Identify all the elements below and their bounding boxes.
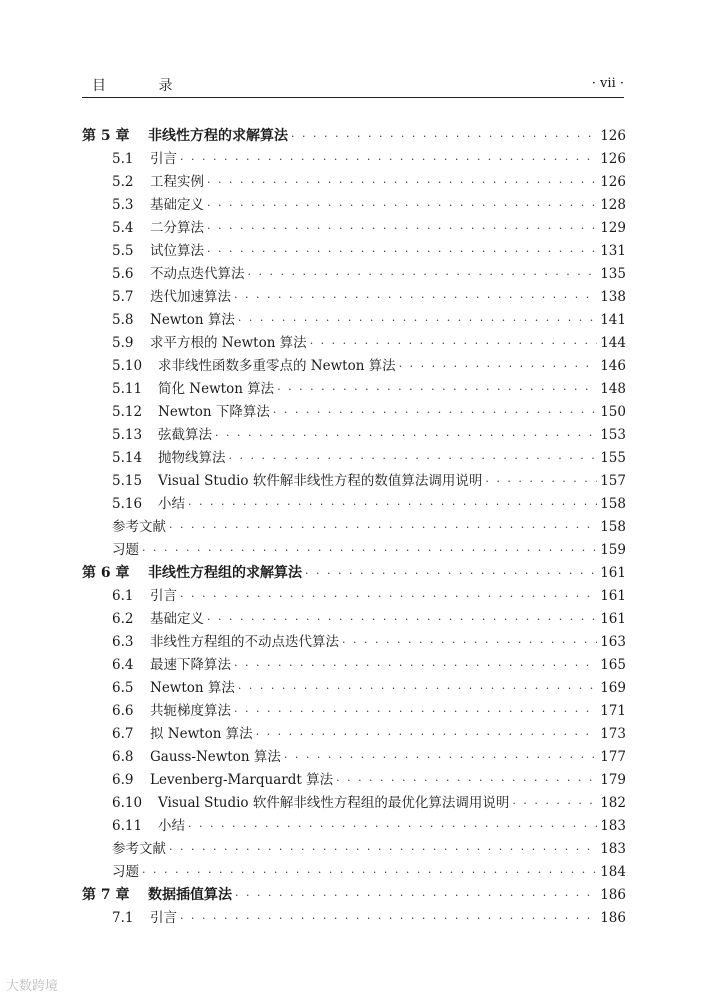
dot-leader	[238, 677, 597, 700]
dot-leader	[512, 792, 597, 815]
toc-entry-number: 6.5	[112, 680, 134, 696]
toc-entry-number: 5.1	[112, 151, 134, 167]
toc-entry-title: 工程实例	[150, 174, 204, 190]
dot-leader	[256, 723, 598, 746]
dot-leader	[169, 516, 597, 539]
toc-entry[interactable]	[82, 585, 626, 608]
toc-entry[interactable]	[82, 539, 626, 562]
dot-leader	[234, 700, 597, 723]
toc-entry[interactable]	[82, 861, 626, 884]
toc-entry-number: 5.9	[112, 335, 134, 351]
dot-leader	[215, 424, 597, 447]
header-page-number: · vii ·	[591, 76, 624, 91]
toc-entry[interactable]	[82, 631, 626, 654]
toc-entry-page: 135	[600, 266, 626, 282]
dot-leader	[238, 309, 597, 332]
toc-entry[interactable]	[82, 746, 626, 769]
toc-entry-title: Gauss-Newton 算法	[150, 749, 281, 765]
dot-leader	[248, 263, 598, 286]
toc-entry-title: 非线性方程的求解算法	[148, 128, 288, 144]
toc-entry-title: 非线性方程组的不动点迭代算法	[150, 634, 339, 650]
toc-entry[interactable]	[82, 309, 626, 332]
toc-entry-title: 最速下降算法	[150, 657, 231, 673]
dot-leader	[180, 585, 597, 608]
toc-entry-number: 5.13	[112, 427, 143, 443]
toc-entry-page: 161	[600, 588, 626, 604]
toc-entry-title: 习题	[112, 542, 139, 558]
toc-entry[interactable]	[82, 815, 626, 838]
toc-entry-number: 6.6	[112, 703, 134, 719]
toc-entry-page: 129	[600, 220, 626, 236]
toc-entry-number: 第 7 章	[82, 887, 130, 903]
toc-entry-page: 171	[600, 703, 626, 719]
toc-entry-title: 基础定义	[150, 197, 204, 213]
dot-leader	[234, 286, 597, 309]
toc-entry-number: 5.15	[112, 473, 143, 489]
dot-leader	[310, 332, 598, 355]
dot-leader	[169, 838, 597, 861]
toc-entry-page: 186	[600, 910, 626, 926]
toc-entry-page: 159	[600, 542, 626, 558]
toc-entry-title: 二分算法	[150, 220, 204, 236]
toc-entry-title: 不动点迭代算法	[150, 266, 245, 282]
toc-entry-title: 数据插值算法	[148, 887, 232, 903]
toc-entry-title: 小结	[158, 496, 185, 512]
toc-entry-title: Newton 算法	[150, 312, 235, 328]
toc-entry[interactable]	[82, 424, 626, 447]
toc-entry[interactable]	[82, 171, 626, 194]
toc-entry-number: 6.10	[112, 795, 143, 811]
dot-leader	[207, 217, 597, 240]
toc-entry-number: 6.11	[112, 818, 143, 834]
toc-entry-title: 引言	[150, 588, 177, 604]
dot-leader	[305, 562, 597, 585]
toc-entry-title: 试位算法	[150, 243, 204, 259]
toc-entry-title: Levenberg-Marquardt 算法	[150, 772, 334, 788]
toc-entry[interactable]	[82, 907, 626, 930]
toc-entry-page: 155	[600, 450, 626, 466]
toc-entry-page: 183	[600, 841, 626, 857]
toc-entry-page: 150	[600, 404, 626, 420]
toc-entry[interactable]	[82, 240, 626, 263]
dot-leader	[399, 355, 598, 378]
toc-entry-title: Newton 下降算法	[158, 404, 270, 420]
dot-leader	[336, 769, 597, 792]
toc-entry-number: 5.3	[112, 197, 134, 213]
toc-entry-page: 148	[600, 381, 626, 397]
toc-entry[interactable]	[82, 769, 626, 792]
toc-entry-number: 5.8	[112, 312, 134, 328]
toc-entry-page: 163	[600, 634, 626, 650]
toc-entry-number: 6.7	[112, 726, 134, 742]
toc-entry-page: 126	[600, 151, 626, 167]
dot-leader	[207, 194, 597, 217]
toc-entry[interactable]	[82, 470, 626, 493]
dot-leader	[142, 861, 597, 884]
toc-entry-number: 5.7	[112, 289, 134, 305]
toc-entry[interactable]	[82, 263, 626, 286]
toc-entry[interactable]	[82, 447, 626, 470]
toc-entry-page: 157	[600, 473, 626, 489]
dot-leader	[284, 746, 597, 769]
dot-leader	[180, 148, 597, 171]
toc-entry-title: 弦截算法	[158, 427, 212, 443]
running-header	[82, 75, 624, 98]
toc-entry-number: 7.1	[112, 910, 134, 926]
toc-entry-page: 141	[600, 312, 626, 328]
toc-entry-page: 165	[600, 657, 626, 673]
header-title: 目 录	[92, 78, 197, 94]
toc-entry[interactable]	[82, 700, 626, 723]
toc-entry-number: 5.2	[112, 174, 134, 190]
toc-entry-number: 6.1	[112, 588, 134, 604]
dot-leader	[291, 125, 597, 148]
toc-entry-title: Newton 算法	[150, 680, 235, 696]
toc-entry-page: 169	[600, 680, 626, 696]
dot-leader	[277, 378, 597, 401]
toc-entry-page: 138	[600, 289, 626, 305]
toc-entry[interactable]	[82, 355, 626, 378]
toc-entry-page: 158	[600, 519, 626, 535]
toc-entry-number: 6.4	[112, 657, 134, 673]
toc-entry-page: 128	[600, 197, 626, 213]
toc-entry[interactable]	[82, 217, 626, 240]
dot-leader	[234, 654, 597, 677]
toc-entry-title: 参考文献	[112, 841, 166, 857]
toc-entry-title: 抛物线算法	[158, 450, 226, 466]
dot-leader	[207, 171, 597, 194]
toc-entry[interactable]	[82, 286, 626, 309]
dot-leader	[235, 884, 597, 907]
toc-entry[interactable]	[82, 838, 626, 861]
toc-entry-page: 177	[600, 749, 626, 765]
toc-entry-number: 5.4	[112, 220, 134, 236]
toc-entry-title: 引言	[150, 910, 177, 926]
toc-entry-title: 求平方根的 Newton 算法	[150, 335, 307, 351]
toc-entry-number: 5.14	[112, 450, 143, 466]
dot-leader	[273, 401, 597, 424]
toc-entry-title: 求非线性函数多重零点的 Newton 算法	[158, 358, 396, 374]
toc-entry-page: 161	[600, 565, 626, 581]
toc-entry[interactable]	[82, 608, 626, 631]
dot-leader	[188, 815, 597, 838]
toc-entry-page: 146	[600, 358, 626, 374]
toc-entry-title: 迭代加速算法	[150, 289, 231, 305]
toc-entry-number: 6.9	[112, 772, 134, 788]
toc-entry-page: 126	[600, 174, 626, 190]
toc-entry-page: 184	[600, 864, 626, 880]
toc-entry[interactable]	[82, 493, 626, 516]
toc-entry-number: 6.2	[112, 611, 134, 627]
toc-entry-title: 非线性方程组的求解算法	[148, 565, 302, 581]
toc-entry-number: 5.5	[112, 243, 134, 259]
toc-entry-number: 5.16	[112, 496, 143, 512]
toc-entry-page: 183	[600, 818, 626, 834]
toc-entry[interactable]	[82, 401, 626, 424]
toc-entry-title: 拟 Newton 算法	[150, 726, 253, 742]
toc-entry-title: Visual Studio 软件解非线性方程的数值算法调用说明	[158, 473, 483, 489]
toc-entry-title: 基础定义	[150, 611, 204, 627]
dot-leader	[207, 608, 597, 631]
toc-entry[interactable]	[82, 148, 626, 171]
dot-leader	[142, 539, 597, 562]
toc-entry-number: 第 6 章	[82, 565, 130, 581]
toc-entry-title: 引言	[150, 151, 177, 167]
toc-entry-title: 简化 Newton 算法	[158, 381, 275, 397]
dot-leader	[207, 240, 597, 263]
toc-entry-page: 161	[600, 611, 626, 627]
dot-leader	[485, 470, 597, 493]
table-of-contents	[82, 125, 626, 930]
toc-entry-page: 173	[600, 726, 626, 742]
toc-entry-title: 共轭梯度算法	[150, 703, 231, 719]
toc-entry[interactable]	[82, 562, 626, 585]
toc-entry-page: 182	[600, 795, 626, 811]
toc-entry-title: 习题	[112, 864, 139, 880]
toc-entry-title: 参考文献	[112, 519, 166, 535]
toc-entry-page: 126	[600, 128, 626, 144]
toc-entry-number: 第 5 章	[82, 128, 130, 144]
toc-entry[interactable]	[82, 378, 626, 401]
toc-entry-page: 144	[600, 335, 626, 351]
dot-leader	[180, 907, 597, 930]
toc-entry[interactable]	[82, 723, 626, 746]
dot-leader	[188, 493, 597, 516]
toc-entry[interactable]	[82, 516, 626, 539]
toc-entry-page: 131	[600, 243, 626, 259]
dot-leader	[342, 631, 597, 654]
toc-entry-title: Visual Studio 软件解非线性方程组的最优化算法调用说明	[158, 795, 510, 811]
toc-entry-number: 5.10	[112, 358, 143, 374]
toc-entry-number: 6.8	[112, 749, 134, 765]
toc-entry[interactable]	[82, 654, 626, 677]
toc-entry-number: 5.12	[112, 404, 143, 420]
toc-entry[interactable]	[82, 125, 626, 148]
toc-entry-number: 5.11	[112, 381, 143, 397]
toc-entry-page: 179	[600, 772, 626, 788]
toc-entry[interactable]	[82, 884, 626, 907]
toc-entry-title: 小结	[158, 818, 185, 834]
toc-entry-page: 186	[600, 887, 626, 903]
toc-entry[interactable]	[82, 194, 626, 217]
watermark: 大数跨境	[6, 979, 59, 994]
toc-entry-number: 5.6	[112, 266, 134, 282]
toc-entry[interactable]	[82, 332, 626, 355]
dot-leader	[229, 447, 598, 470]
toc-entry-number: 6.3	[112, 634, 134, 650]
toc-entry-page: 158	[600, 496, 626, 512]
toc-entry[interactable]	[82, 792, 626, 815]
toc-entry[interactable]	[82, 677, 626, 700]
toc-entry-page: 153	[600, 427, 626, 443]
